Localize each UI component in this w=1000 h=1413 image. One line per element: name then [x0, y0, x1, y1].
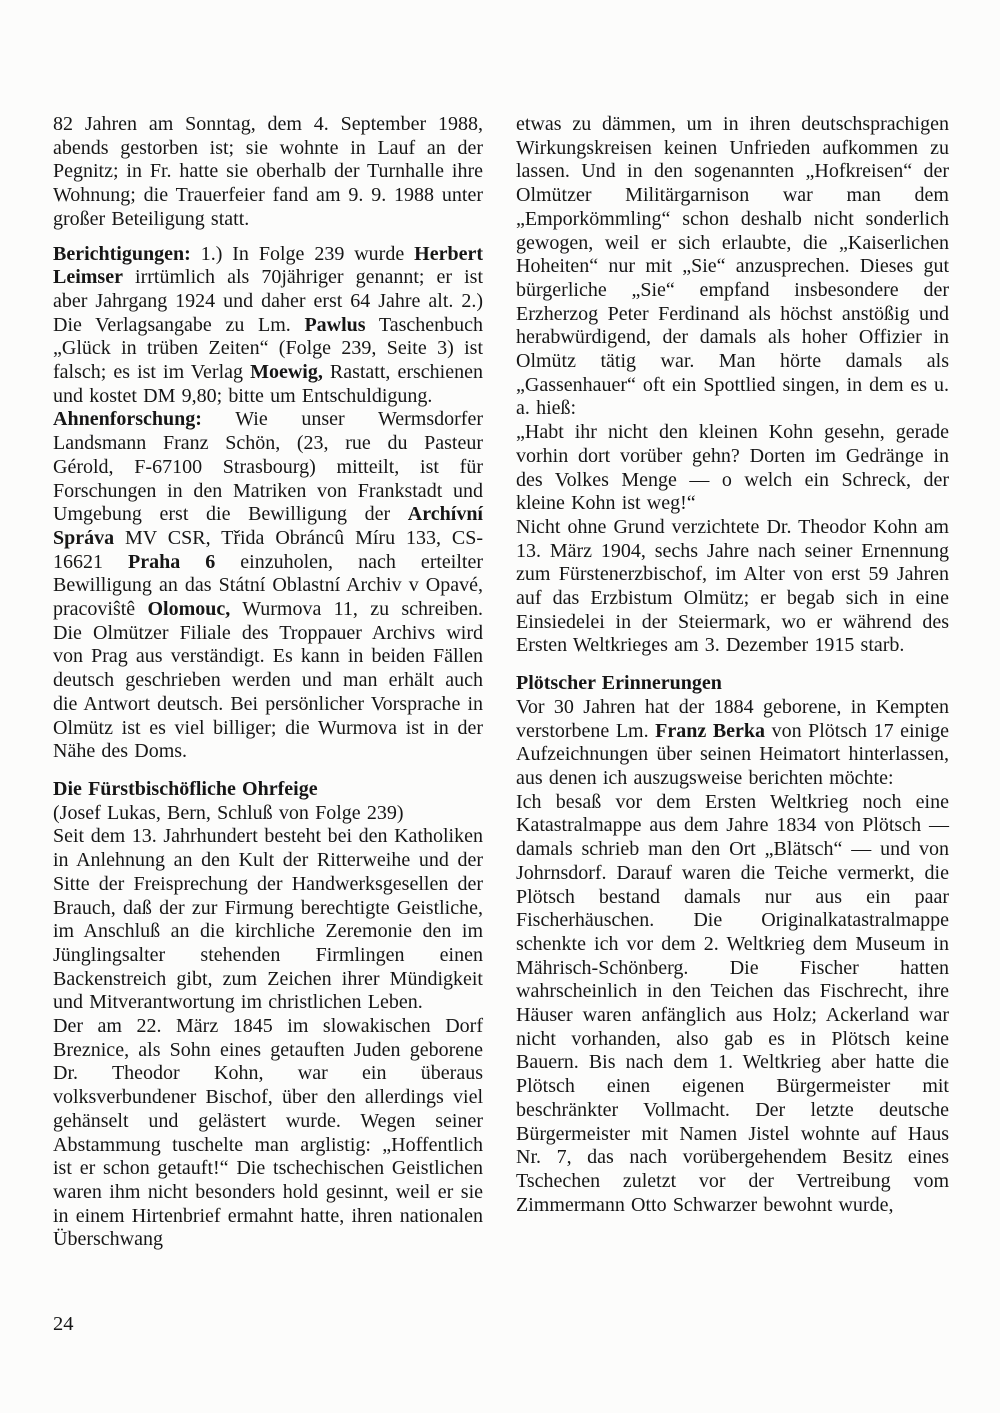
text-run: irrtümlich als 70jähriger genannt; er ist aber Jahrgang 1924 und daher erst 64 Jahre alt. 2.) Die Verlagsangabe zu Lm.: [53, 266, 483, 336]
paragraph: [53, 1015, 483, 1252]
bold-text-run: Pawlus: [304, 313, 366, 336]
paragraph: [53, 408, 483, 764]
page-number: 24: [53, 1313, 74, 1335]
text-run: MV CSR, Třida Obráncû Míru 133, CS-16621: [53, 526, 483, 573]
section-heading: [516, 672, 949, 696]
text-run: Rastatt, erschienen und kostet DM 9,80; bitte um Entschuldigung.: [53, 361, 483, 407]
text-run: 1.) In Folge 239 wurde: [190, 242, 415, 265]
text-run: (Josef Lukas, Bern, Schluß von Folge 239): [53, 801, 404, 824]
paragraph: [53, 113, 483, 232]
text-run: einzuholen, nach erteilter Bewilligung an das Státní Oblastní Archiv v Opavé, pracoviŝtê: [53, 550, 484, 621]
bold-text-run: Franz Berka: [655, 719, 766, 742]
paragraph: [53, 243, 483, 409]
paragraph: [516, 791, 949, 1218]
bold-text-run: Archívní Správa: [53, 503, 483, 549]
bold-text-run: Berichtigungen:: [53, 242, 191, 265]
text-run: Ich besaß vor dem Ersten Weltkrieg noch eine Katastralmappe aus dem Jahre 1834 von Plötsch — damals schrieb man den Ort „Blätsch“ — und von Johrnsdorf. Darauf waren die Teiche vermerkt, die Plötsch bestand damals nur aus ein paar Fischerhäuschen. Die Originalkatastralmappe schenkte ich vor dem 2. Weltkrieg dem Museum in Mährisch-Schönberg. Die Fischer hatten wahrscheinlich in den Teichen das Fischrecht, ihre Häuser waren anfänglich aus Holz; Ackerland war nicht vorhanden, also gab es in Plötsch keine Bauern. Bis nach dem 1. Weltkrieg aber hatte die Plötsch einen eigenen Bürgermeister mit beschränkter Vollmacht. Der letzte deutsche Bürgermeister mit Namen Jistel wohnte auf Haus Nr. 7, das nach vorübergehendem Besitz eines Tschechen zuletzt vor der Vertreibung vom Zimmermann Otto Schwarzer bewohnt wurde,: [516, 790, 949, 1216]
paragraph: [53, 825, 483, 1015]
text-run: „Habt ihr nicht den kleinen Kohn gesehn, gerade vorhin dort vorüber gehn? Dorten im Gedränge in des Volkes Menge — o welch ein Schreck, der kleine Kohn ist weg!“: [516, 421, 949, 515]
paragraph: [516, 113, 949, 421]
text-run: Die Fürstbischöfliche Ohrfeige: [53, 777, 318, 800]
bold-text-run: Herbert Leimser: [53, 242, 483, 289]
text-columns: [53, 113, 949, 1252]
text-run: Vor 30 Jahren hat der 1884 geborene, in Kempten verstorbene Lm.: [516, 695, 949, 742]
paragraph: [516, 421, 949, 516]
text-run: Seit dem 13. Jahrhundert besteht bei den Katholiken in Anlehnung an den Kult der Ritterweihe und der Sitte der Freisprechung der Handwerksgesellen der Brauch, daß der zur Firmung berechtigte Geistliche, im Anschluß an die kirchliche Zeremonie den im Jünglingsalter stehenden Firmlingen einen Backenstreich gibt, zum Zeichen ihrer Mündigkeit und Mitverantwortung im christlichen Leben.: [53, 825, 483, 1014]
bold-text-run: Moewig,: [250, 361, 323, 384]
bold-text-run: Ahnenforschung:: [53, 408, 202, 431]
text-run: Nicht ohne Grund verzichtete Dr. Theodor Kohn am 13. März 1904, sechs Jahre nach seiner Ernennung zum Fürstenerzbischof, im Alter von erst 59 Jahren auf das Erzbistum Olmütz; er begab sich in eine Einsiedelei in der Steiermark, wo er während des Ersten Weltkrieges am 3. Dezember 1915 starb.: [516, 515, 949, 657]
text-run: Plötscher Erinnerungen: [516, 672, 722, 695]
bold-text-run: Olomouc,: [147, 598, 231, 621]
text-run: 82 Jahren am Sonntag, dem 4. September 1988, abends gestorben ist; sie wohnte in Lauf an der Pegnitz; in Fr. hatte sie oberhalb der Turnhalle ihre Wohnung; die Trauerfeier fand am 9. 9. 1988 unter großer Beteiligung statt.: [53, 113, 483, 230]
section-heading: [53, 778, 483, 802]
bold-text-run: Praha 6: [128, 550, 216, 573]
text-run: Wie unser Wermsdorfer Landsmann Franz Schön, (23, rue du Pasteur Gérold, F-67100 Strasbourg) mitteilt, ist für Forschungen in den Matriken von Frankstadt und Umgebung erst die Bewilligung der: [53, 408, 483, 526]
text-run: Der am 22. März 1845 im slowakischen Dorf Breznice, als Sohn eines getauften Juden geborene Dr. Theodor Kohn, war ein überaus volksverbundener Bischof, über den allerdings viel gehänselt und gelästert wurde. Wegen seiner Abstammung tuschelte man arglistig: „Hoffentlich ist er schon getauft!“ Die tschechischen Geistlichen waren ihm nicht besonders hold gesinnt, weil er sie in einem Hirtenbrief ermahnt hatte, ihren nationalen Überschwang: [53, 1015, 483, 1251]
paragraph: [53, 802, 483, 826]
text-run: etwas zu dämmen, um in ihren deutschsprachigen Wirkungskreisen keinen Unfrieden aufkommen zu lassen. Und in den sogenannten „Hofkreisen“ der Olmützer Militärgarnison war man dem „Emporkömmling“ schon deshalb nicht sonderlich gewogen, weil er sich erlaubte, die „Kaiserlichen Hoheiten“ nur mit „Sie“ anzusprechen. Dieses gut bürgerliche „Sie“ empfand insbesondere der Erzherzog Peter Ferdinand als höchst anstößig und herabwürdigend, der damals als hoher Offizier in Olmütz tätig war. Man hörte damals als „Gassenhauer“ oft ein Spottlied singen, in dem es u. a. hieß:: [516, 113, 949, 420]
left-column: [53, 113, 483, 1252]
right-column: [516, 113, 949, 1252]
paragraph: [516, 516, 949, 658]
text-run: Wurmova 11, zu schreiben. Die Olmützer Filiale des Troppauer Archivs wird von Prag aus verständigt. Es kann in beiden Fällen deutsch geschrieben werden und man erhält auch die Antwort deutsch. Bei persönlicher Vorsprache in Olmütz ist es viel billiger; die Wurmova ist in der Nähe des Doms.: [53, 598, 484, 763]
text-run: von Plötsch 17 einige Aufzeichnungen über seinen Heimatort hinterlassen, aus denen ich auszugsweise berichten möchte:: [516, 719, 949, 789]
text-run: Taschenbuch „Glück in trüben Zeiten“ (Folge 239, Seite 3) ist falsch; es ist im Verlag: [53, 313, 483, 384]
paragraph: [516, 696, 949, 791]
